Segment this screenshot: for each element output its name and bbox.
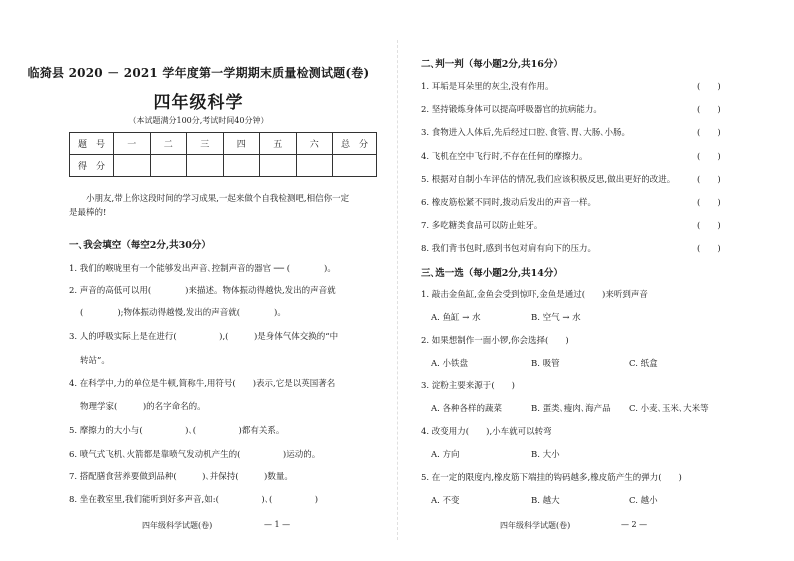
intro-text-line-2: 是最棒的!: [69, 208, 107, 218]
choice-option-c[interactable]: C. 小麦､玉米､大米等: [629, 404, 709, 414]
judge-question-6: 6. 橡皮筋松紧不同时,拨动后发出的声音一样。: [421, 198, 597, 208]
choice-option-a[interactable]: A. 不变: [431, 496, 460, 506]
score-table-score-row: [70, 155, 377, 177]
intro-text-line-1: 小朋友,带上你这段时间的学习成果,一起来做个自我检测吧,相信你一定: [86, 194, 350, 204]
choice-option-b[interactable]: B. 蛋类､瘦肉､海产品: [531, 404, 611, 414]
score-header-cell: 总 分: [333, 133, 377, 155]
score-cell[interactable]: [296, 155, 333, 177]
choice-option-c[interactable]: C. 越小: [629, 496, 658, 506]
section-2-title: 二､判一判（每小题2分,共16分）: [421, 59, 563, 70]
footer-label: 四年级科学试题(卷): [142, 521, 213, 530]
judge-question-1: 1. 耳垢是耳朵里的灰尘,没有作用。: [421, 82, 554, 92]
footer-page-number: — 1 —: [264, 520, 291, 529]
score-table-header-row: [70, 133, 377, 155]
score-cell[interactable]: [150, 155, 187, 177]
judge-question-5: 5. 根据对自制小车评估的情况,我们应该积极反思,做出更好的改进。: [421, 175, 676, 185]
choice-question-5: 5. 在一定的限度内,橡皮筋下端挂的钩码越多,橡皮筋产生的弹力( ): [421, 473, 682, 483]
fill-question-8: 8. 坐在教室里,我们能听到好多声音,如:( )､( ): [69, 495, 319, 505]
choice-option-b[interactable]: B. 吸管: [531, 359, 560, 369]
section-1-title: 一､我会填空（每空2分,共30分）: [69, 240, 211, 251]
fill-question-6: 6. 喷气式飞机､火箭都是靠喷气发动机产生的( )运动的。: [69, 450, 321, 460]
answer-paren[interactable]: ( ): [697, 82, 721, 92]
fill-question-4-line-2: 物理学家( )的名字命名的。: [80, 402, 206, 412]
fill-question-3-line-2: 转站”。: [80, 356, 110, 366]
score-header-cell: 三: [187, 133, 224, 155]
choice-question-1: 1. 敲击金鱼缸,金鱼会受到惊吓,金鱼是通过( )来听到声音: [421, 290, 648, 300]
subject-heading: 四年级科学: [153, 93, 244, 113]
fill-question-7: 7. 搭配膳食营养要做到品种( )､并保持( )数量。: [69, 472, 293, 482]
choice-option-a[interactable]: A. 鱼缸 → 水: [431, 313, 481, 323]
fill-question-3-line-1: 3. 人的呼吸实际上是在进行( ),( )是身体气体交换的“中: [69, 332, 339, 342]
fill-question-2-line-2: ( );物体振动得越慢,发出的声音就( )。: [80, 308, 286, 318]
fill-question-5: 5. 摩擦力的大小与( )､( )都有关系。: [69, 426, 285, 436]
score-header-cell: 六: [296, 133, 333, 155]
judge-question-4: 4. 飞机在空中飞行时,不存在任何的摩擦力。: [421, 152, 588, 162]
exam-info: （本试题满分100分,考试时间40分钟）: [128, 116, 269, 125]
answer-paren[interactable]: ( ): [697, 221, 721, 231]
score-cell[interactable]: [223, 155, 260, 177]
score-header-cell: 二: [150, 133, 187, 155]
judge-question-3: 3. 食物进入人体后,先后经过口腔､食管､胃､大肠､小肠。: [421, 128, 631, 138]
fill-question-2-line-1: 2. 声音的高低可以用( )来描述。物体振动得越快,发出的声音就: [69, 286, 336, 296]
judge-question-7: 7. 多吃糖类食品可以防止蛀牙。: [421, 221, 543, 231]
score-cell[interactable]: [114, 155, 151, 177]
section-3-title: 三､选一选（每小题2分,共14分）: [421, 268, 563, 279]
score-cell[interactable]: [333, 155, 377, 177]
choice-option-a[interactable]: A. 方向: [431, 450, 460, 460]
exam-page-2: [397, 0, 794, 561]
choice-option-a[interactable]: A. 小铁盘: [431, 359, 469, 369]
fill-question-4-line-1: 4. 在科学中,力的单位是牛顿,简称牛,用符号( )表示,它是以英国著名: [69, 379, 336, 389]
choice-question-4: 4. 改变用力( ),小车就可以转弯: [421, 427, 552, 437]
score-header-cell: 题 号: [70, 133, 114, 155]
footer-label: 四年级科学试题(卷): [500, 521, 571, 530]
choice-option-b[interactable]: B. 空气 → 水: [531, 313, 581, 323]
score-header-cell: 四: [223, 133, 260, 155]
choice-question-2: 2. 如果想制作一面小锣,你会选择( ): [421, 336, 569, 346]
choice-question-3: 3. 淀粉主要来源于( ): [421, 381, 515, 391]
answer-paren[interactable]: ( ): [697, 105, 721, 115]
choice-option-b[interactable]: B. 大小: [531, 450, 560, 460]
choice-option-b[interactable]: B. 越大: [531, 496, 560, 506]
score-table: [69, 132, 377, 177]
exam-title: 临猗县 2020 － 2021 学年度第一学期期末质量检测试题(卷): [27, 66, 370, 80]
score-header-cell: 五: [260, 133, 297, 155]
answer-paren[interactable]: ( ): [697, 198, 721, 208]
choice-option-c[interactable]: C. 纸盒: [629, 359, 658, 369]
footer-page-number: — 2 —: [621, 520, 648, 529]
answer-paren[interactable]: ( ): [697, 152, 721, 162]
answer-paren[interactable]: ( ): [697, 175, 721, 185]
answer-paren[interactable]: ( ): [697, 128, 721, 138]
judge-question-2: 2. 坚持锻炼身体可以提高呼吸器官的抗病能力。: [421, 105, 602, 115]
fill-question-1: 1. 我们的喉咙里有一个能够发出声音､控制声音的器官 ── ( )。: [69, 264, 336, 274]
choice-option-a[interactable]: A. 各种各样的蔬菜: [431, 404, 503, 414]
judge-question-8: 8. 我们背书包时,感到书包对肩有向下的压力。: [421, 244, 597, 254]
score-row-label: 得 分: [70, 155, 114, 177]
answer-paren[interactable]: ( ): [697, 244, 721, 254]
score-cell[interactable]: [187, 155, 224, 177]
score-header-cell: 一: [114, 133, 151, 155]
score-cell[interactable]: [260, 155, 297, 177]
